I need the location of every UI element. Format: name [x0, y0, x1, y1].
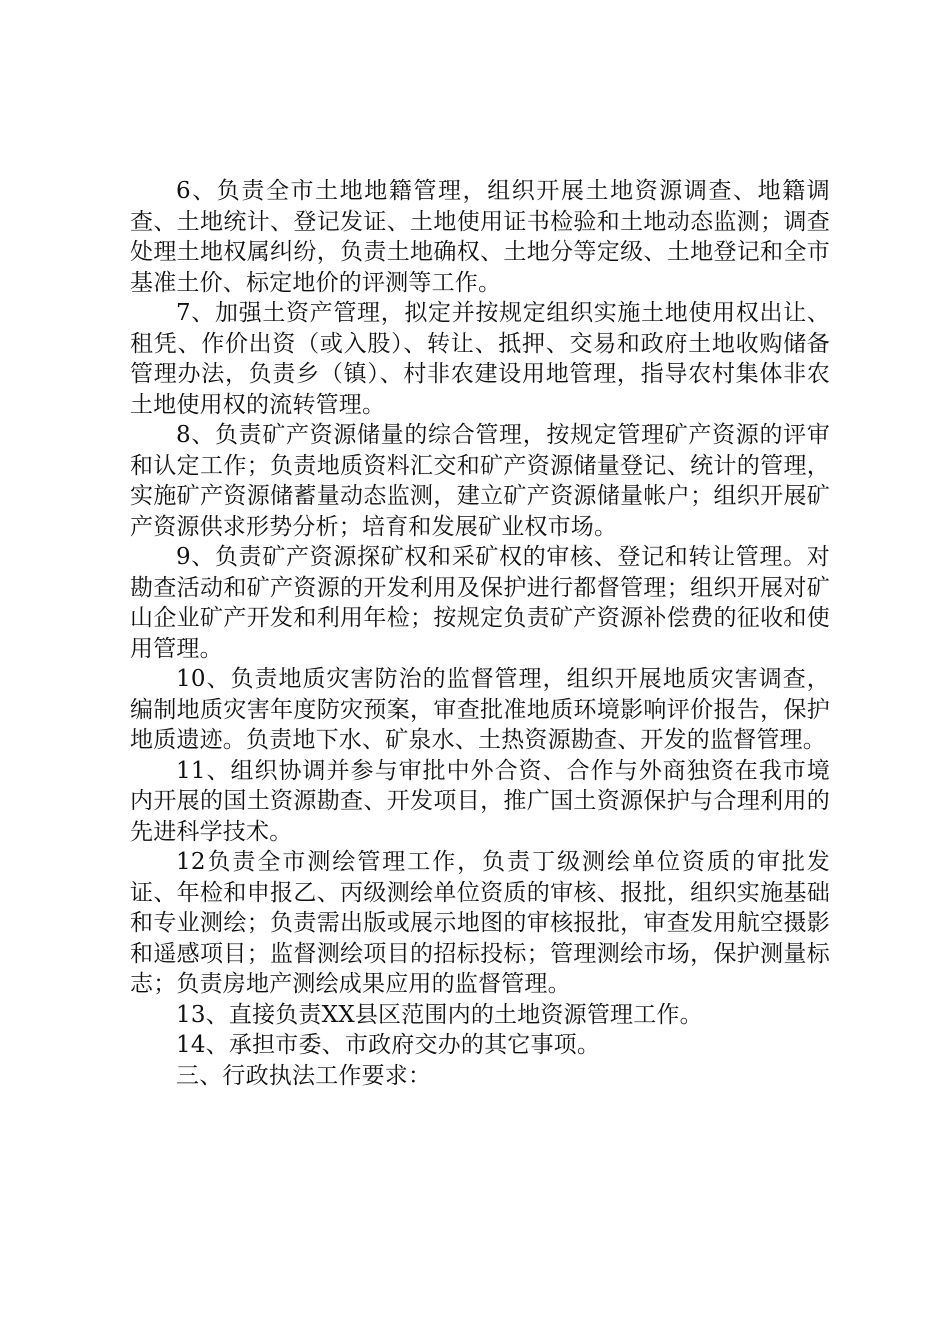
paragraph-13: 13、直接负责XX县区范围内的土地资源管理工作。 — [176, 1001, 703, 1028]
paragraph-10: 10、负责地质灾害防治的监督管理，组织开展地质灾害调查，编制地质灾害年度防灾预案，审查批准地质环境影响评价报告，保护地质遗迹。负责地下水、矿泉水、土热资源勘查、开发的监督管理。 — [130, 666, 830, 753]
paragraph-7: 7、加强土资产管理，拟定并按规定组织实施土地使用权出让、租凭、作价出资（或入股）、转让、抵押、交易和政府土地收购储备管理办法，负责乡（镇）、村非农建设用地管理，指导农村集体非农土地使用权的流转管理。 — [130, 300, 830, 418]
paragraph-11: 11、组织协调并参与审批中外合资、合作与外商独资在我市境内开展的国土资源勘查、开发项目，推广国土资源保护与合理利用的先进科学技术。 — [130, 757, 830, 845]
section-heading-3: 三、行政执法工作要求： — [176, 1062, 432, 1089]
paragraph-12: 12负责全市测绘管理工作，负责丁级测绘单位资质的审批发证、年检和申报乙、丙级测绘单位资质的审核、报批，组织实施基础和专业测绘；负责需出版或展示地图的审核报批，审查发用航空摄影和遥感项目；监督测绘项目的招标投标；管理测绘市场，保护测量标志；负责房地产测绘成果应用的监督管理。 — [130, 849, 830, 997]
paragraph-14: 14、承担市委、市政府交办的其它事项。 — [176, 1032, 601, 1058]
paragraph-6: 6、负责全市土地地籍管理，组织开展土地资源调查、地籍调查、土地统计、登记发证、土地使用证书检验和土地动态监测；调查处理土地权属纠纷，负责土地确权、土地分等定级、土地登记和全市基准土价、标定地价的评测等工作。 — [130, 178, 830, 296]
document-body — [130, 176, 830, 1091]
paragraph-8: 8、负责矿产资源储量的综合管理，按规定管理矿产资源的评审和认定工作；负责地质资料汇交和矿产资源储量登记、统计的管理，实施矿产资源储蓄量动态监测，建立矿产资源储量帐户；组织开展矿产资源供求形势分析；培育和发展矿业权市场。 — [130, 422, 830, 540]
paragraph-9: 9、负责矿产资源探矿权和采矿权的审核、登记和转让管理。对勘查活动和矿产资源的开发利用及保护进行都督管理；组织开展对矿山企业矿产开发和利用年检；按规定负责矿产资源补偿费的征收和使用管理。 — [130, 544, 830, 662]
